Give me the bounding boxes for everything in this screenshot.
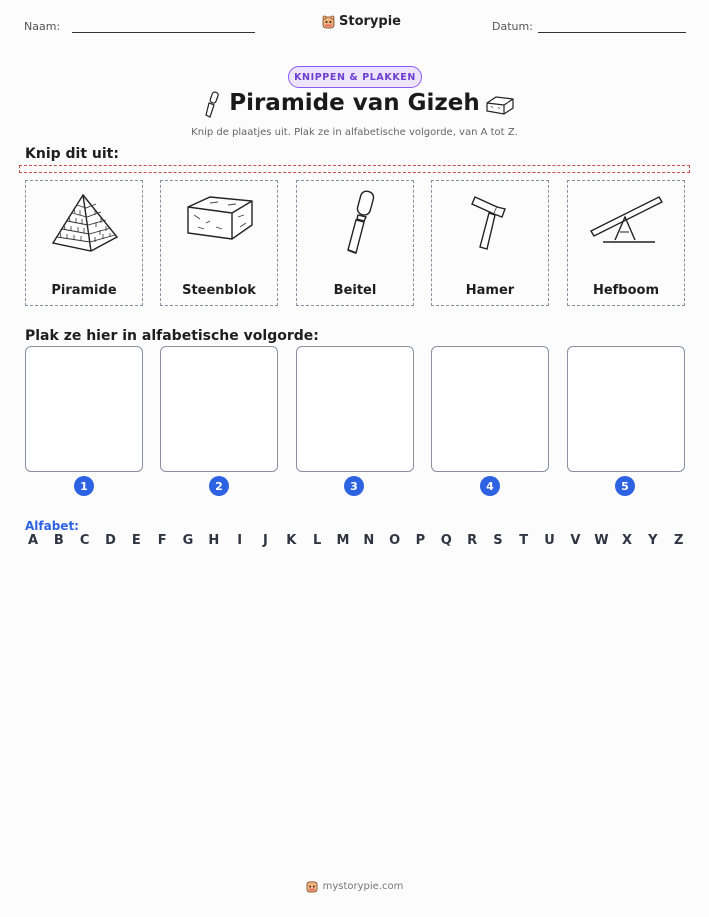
alphabet-letter: P xyxy=(415,533,426,548)
cut-heading: Knip dit uit: xyxy=(25,146,119,162)
page-title: Piramide van Gizeh xyxy=(229,90,480,116)
alphabet-letter: O xyxy=(389,533,401,548)
storypie-mascot-icon xyxy=(322,15,335,29)
alphabet-letter: E xyxy=(131,533,141,548)
storypie-mascot-icon xyxy=(306,880,318,893)
cut-line xyxy=(19,165,690,173)
card-label: Hamer xyxy=(465,283,515,298)
paste-slot-3[interactable] xyxy=(296,346,414,472)
name-label: Naam: xyxy=(24,20,61,33)
brand-name: Storypie xyxy=(339,14,401,29)
card-label: Beitel xyxy=(333,283,377,298)
date-label: Datum: xyxy=(492,20,533,33)
alphabet-letter: X xyxy=(622,533,633,548)
alphabet-letter: N xyxy=(363,533,375,548)
alphabet-letter: Q xyxy=(440,533,452,548)
alphabet-letter: T xyxy=(519,533,529,548)
alphabet-letter: U xyxy=(544,533,555,548)
alphabet-heading: Alfabet: xyxy=(25,519,79,533)
alphabet-letter: Y xyxy=(648,533,658,548)
alphabet-letter: J xyxy=(263,533,268,548)
card-label: Hefboom xyxy=(592,283,660,298)
chisel-icon xyxy=(316,187,396,257)
alphabet-letter: I xyxy=(237,533,243,548)
alphabet-letter: A xyxy=(27,533,39,548)
activity-tag: KNIPPEN & PLAKKEN xyxy=(288,66,422,88)
lever-icon xyxy=(587,187,667,257)
name-field-line[interactable] xyxy=(72,32,255,33)
alphabet-letter: S xyxy=(493,533,503,548)
alphabet-letter: R xyxy=(467,533,478,548)
alphabet-letter: C xyxy=(79,533,90,548)
footer-url[interactable]: mystorypie.com xyxy=(322,881,404,892)
cut-card-hamer[interactable] xyxy=(431,180,549,306)
paste-slot-1[interactable] xyxy=(25,346,143,472)
alphabet-row xyxy=(26,533,686,548)
alphabet-letter: K xyxy=(286,533,297,548)
alphabet-letter: V xyxy=(570,533,581,548)
stone-block-icon xyxy=(484,94,516,116)
paste-slot-2[interactable] xyxy=(160,346,278,472)
storypie-logo xyxy=(322,14,401,29)
alphabet-letter: L xyxy=(312,533,322,548)
hammer-icon xyxy=(451,187,531,257)
footer xyxy=(0,880,709,893)
paste-slot-4[interactable] xyxy=(431,346,549,472)
card-label: Piramide xyxy=(51,283,117,298)
slot-number-badge: 4 xyxy=(480,476,500,496)
card-label: Steenblok xyxy=(182,283,256,298)
alphabet-letter: B xyxy=(53,533,64,548)
paste-slot-5[interactable] xyxy=(567,346,685,472)
pyramid-icon xyxy=(45,187,125,257)
alphabet-letter: H xyxy=(208,533,220,548)
alphabet-letter: D xyxy=(105,533,116,548)
alphabet-letter: F xyxy=(157,533,167,548)
alphabet-letter: W xyxy=(594,533,609,548)
slot-number-badge: 3 xyxy=(344,476,364,496)
alphabet-letter: G xyxy=(182,533,194,548)
alphabet-letter: M xyxy=(336,533,350,548)
slot-number-badge: 1 xyxy=(74,476,94,496)
slot-number-badge: 5 xyxy=(615,476,635,496)
stone-block-icon xyxy=(180,187,260,257)
cut-card-beitel[interactable] xyxy=(296,180,414,306)
date-field-line[interactable] xyxy=(538,32,686,33)
page-subtitle: Knip de plaatjes uit. Plak ze in alfabetische volgorde, van A tot Z. xyxy=(191,127,518,138)
paste-heading: Plak ze hier in alfabetische volgorde: xyxy=(25,328,319,344)
cut-card-piramide[interactable] xyxy=(25,180,143,306)
cut-card-hefboom[interactable] xyxy=(567,180,685,306)
alphabet-letter: Z xyxy=(673,533,684,548)
cut-card-steenblok[interactable] xyxy=(160,180,278,306)
slot-number-badge: 2 xyxy=(209,476,229,496)
